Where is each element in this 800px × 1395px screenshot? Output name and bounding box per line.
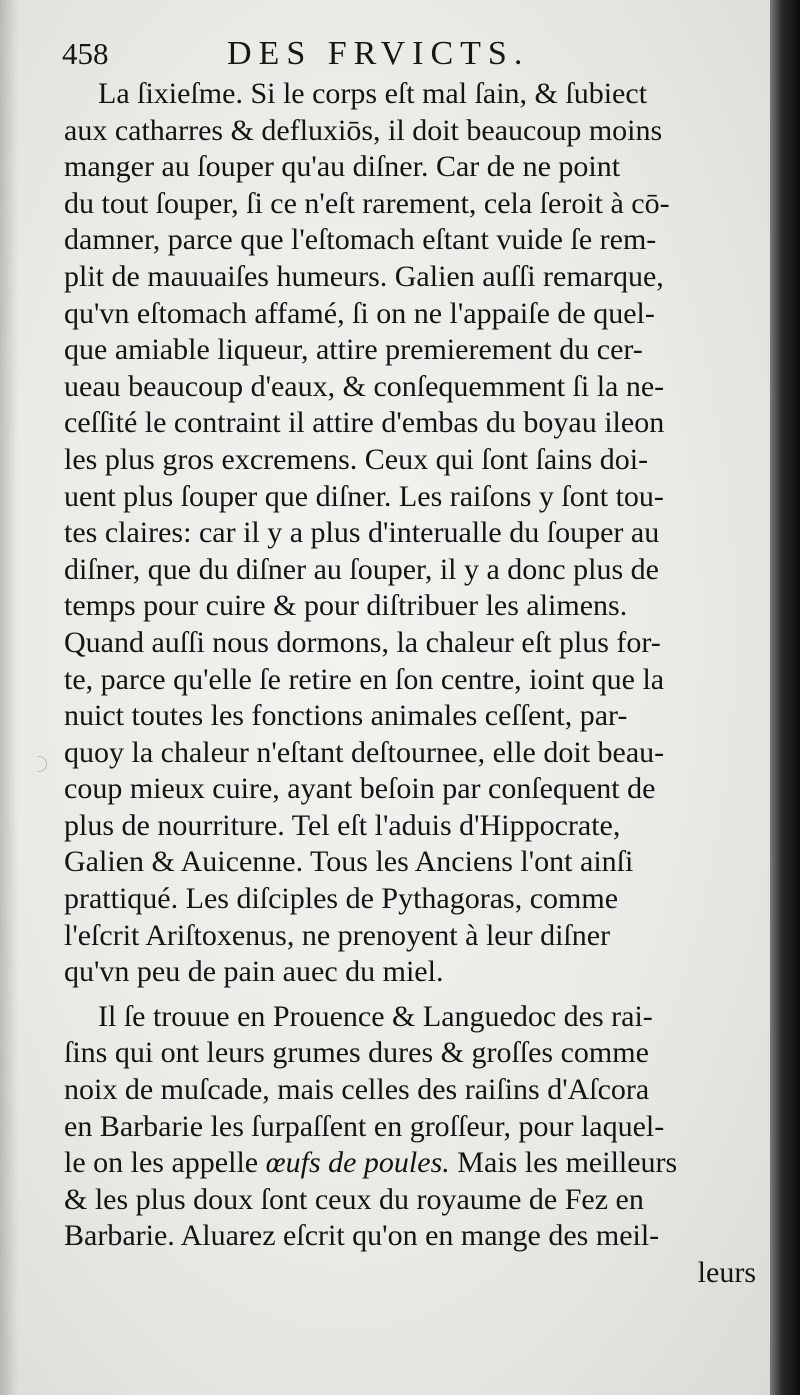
text-line: plus de nourriture. Tel eſt l'aduis d'Hippocrate, bbox=[64, 808, 621, 842]
text-line: coup mieux cuire, ayant beſoin par conſequent de bbox=[64, 772, 656, 806]
text-line: les plus gros excremens. Ceux qui ſont ſains doi- bbox=[64, 442, 649, 476]
text-line: aux catharres & defluxiōs, il doit beaucoup moins bbox=[64, 113, 663, 147]
text-line: La ſixieſme. Si le corps eſt mal ſain, & ſubiect bbox=[98, 77, 648, 110]
text-line: prattiqué. Les diſciples de Pythagoras, comme bbox=[64, 882, 619, 916]
text-run: Mais les meilleurs bbox=[449, 1146, 678, 1180]
text-line: damner, parce que l'eſtomach eſtant vuide ſe rem- bbox=[64, 223, 657, 257]
text-line: manger au ſouper qu'au diſner. Car de ne point bbox=[64, 150, 621, 184]
text-line: quoy la chaleur n'eſtant deſtournee, elle doit beau- bbox=[64, 735, 665, 769]
italic-term: œufs de poules. bbox=[265, 1146, 450, 1180]
text-line: ueau beaucoup d'eaux, & conſequemment ſi la ne- bbox=[64, 369, 665, 403]
running-head bbox=[62, 26, 702, 78]
running-title: DES FRVICTS. bbox=[227, 35, 530, 72]
text-line: tes claires: car il y a plus d'interualle du ſouper au bbox=[64, 516, 660, 550]
text-line: Il ſe trouue en Prouence & Languedoc des rai- bbox=[98, 999, 653, 1033]
text-line: Quand auſſi nous dormons, la chaleur eſt plus for- bbox=[64, 625, 661, 659]
gutter-shadow bbox=[0, 0, 18, 1395]
text-line: ceſſité le contraint il attire d'embas du boyau ileon bbox=[64, 406, 665, 440]
text-line: nuict toutes les fonctions animales ceſſent, par- bbox=[64, 699, 628, 733]
text-line: ſins qui ont leurs grumes dures & groſſes comme bbox=[64, 1036, 649, 1070]
text-line: diſner, que du diſner au ſouper, il y a donc plus de bbox=[64, 552, 659, 586]
text-line: noix de muſcade, mais celles des raiſins d'Aſcora bbox=[64, 1073, 650, 1107]
text-line: qu'vn eſtomach affamé, ſi on ne l'appaiſe de quel- bbox=[64, 296, 655, 330]
text-line: Barbarie. Aluarez eſcrit qu'on en mange des meil- bbox=[64, 1219, 660, 1253]
text-line: uent plus ſouper que diſner. Les raiſons y ſont tou- bbox=[64, 479, 664, 513]
text-line: que amiable liqueur, attire premierement du cer- bbox=[64, 333, 643, 367]
text-line: te, parce qu'elle ſe retire en ſon centre, ioint que la bbox=[64, 662, 665, 696]
paragraph-gap bbox=[64, 991, 764, 999]
text-line-with-italic bbox=[64, 1145, 764, 1182]
catchword: leurs bbox=[697, 1256, 756, 1289]
page-number: 458 bbox=[62, 36, 109, 71]
text-line: & les plus doux ſont ceux du royaume de Fez en bbox=[64, 1182, 644, 1216]
text-line: en Barbarie les ſurpaſſent en groſſeur, pour laquel- bbox=[64, 1109, 665, 1143]
text-line: qu'vn peu de pain auec du miel. bbox=[64, 955, 444, 989]
text-line: temps pour cuire & pour diſtribuer les alimens. bbox=[64, 589, 628, 623]
text-line: l'eſcrit Ariſtoxenus, ne prenoyent à leur diſner bbox=[64, 918, 611, 952]
page-edge-shadow bbox=[770, 0, 800, 1395]
text-line: plit de mauuaiſes humeurs. Galien auſſi remarque, bbox=[64, 259, 664, 293]
margin-mark bbox=[38, 756, 47, 772]
text-line: du tout ſouper, ſi ce n'eſt rarement, cela ſeroit à cō- bbox=[64, 186, 670, 220]
text-run: le on les appelle bbox=[64, 1146, 266, 1180]
text-line: Galien & Auicenne. Tous les Anciens l'ont ainſi bbox=[64, 845, 634, 879]
body-text bbox=[64, 76, 764, 1292]
